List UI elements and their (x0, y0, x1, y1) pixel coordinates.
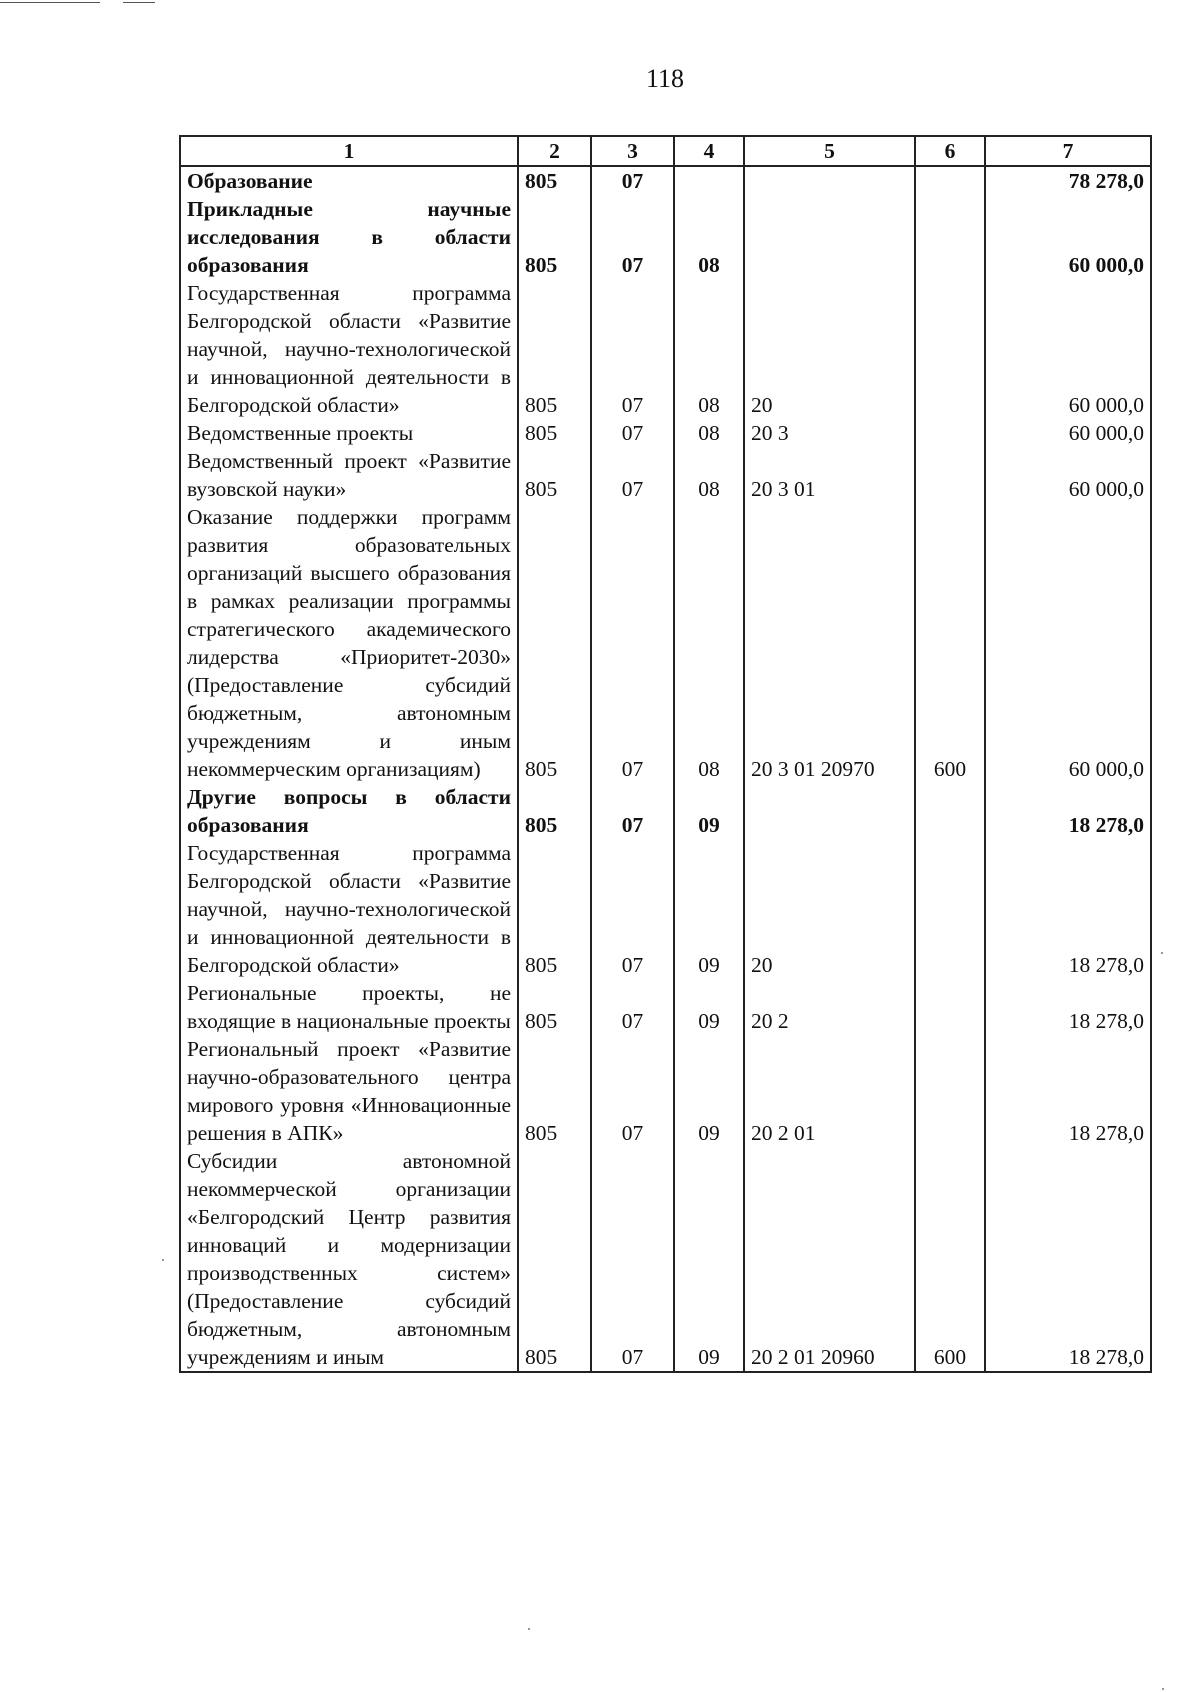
row-ministry-code: 805 (518, 783, 591, 839)
table-row (180, 839, 1151, 979)
row-amount: 78 278,0 (985, 166, 1151, 195)
row-amount: 60 000,0 (985, 279, 1151, 419)
scan-speck (1162, 1688, 1164, 1690)
scan-edge-line (0, 2, 100, 3)
page-number: 118 (645, 64, 685, 93)
row-target-item-code: 20 (744, 279, 915, 419)
row-expense-type-code (915, 195, 985, 279)
row-name-text: Субсидии автономной некоммерческой организации «Белгородский Центр развития инноваций и модернизации производственных систем» (Предоставление субсидий бюджетным, автономным учреждениям и иным (187, 1149, 511, 1369)
column-header: 1 (180, 136, 518, 166)
row-ministry-code: 805 (518, 166, 591, 195)
row-target-item-code: 20 2 01 20960 (744, 1147, 915, 1372)
row-amount: 60 000,0 (985, 447, 1151, 503)
column-header: 6 (915, 136, 985, 166)
column-header: 7 (985, 136, 1151, 166)
column-header: 3 (591, 136, 674, 166)
row-name-cell (180, 279, 518, 419)
row-name-cell (180, 979, 518, 1035)
row-section-code: 07 (591, 279, 674, 419)
table-row (180, 1035, 1151, 1147)
row-section-code: 07 (591, 447, 674, 503)
row-name-cell (180, 195, 518, 279)
table-row (180, 279, 1151, 419)
scan-edge-line (123, 2, 155, 3)
row-section-code: 07 (591, 979, 674, 1035)
row-name-cell (180, 503, 518, 783)
row-amount: 18 278,0 (985, 839, 1151, 979)
row-target-item-code: 20 3 01 20970 (744, 503, 915, 783)
row-subsection-code: 09 (674, 839, 744, 979)
row-amount: 18 278,0 (985, 979, 1151, 1035)
column-header: 4 (674, 136, 744, 166)
row-ministry-code: 805 (518, 279, 591, 419)
row-section-code: 07 (591, 166, 674, 195)
row-name-text: Другие вопросы в области образования (187, 785, 511, 837)
row-section-code: 07 (591, 419, 674, 447)
scan-speck (162, 1259, 164, 1261)
row-subsection-code: 08 (674, 447, 744, 503)
row-name-cell (180, 166, 518, 195)
table-row (180, 1147, 1151, 1372)
table-row (180, 447, 1151, 503)
row-subsection-code: 08 (674, 503, 744, 783)
row-target-item-code: 20 (744, 839, 915, 979)
row-name-text: Ведомственный проект «Развитие вузовской науки» (187, 449, 511, 501)
row-name-text: Государственная программа Белгородской области «Развитие научной, научно-технологической и инновационной деятельности в Белгородской области» (187, 281, 511, 417)
row-subsection-code: 09 (674, 1035, 744, 1147)
row-expense-type-code: 600 (915, 1147, 985, 1372)
row-ministry-code: 805 (518, 419, 591, 447)
row-section-code: 07 (591, 839, 674, 979)
row-subsection-code: 08 (674, 419, 744, 447)
scan-speck (528, 1628, 530, 1630)
row-subsection-code: 08 (674, 279, 744, 419)
row-amount: 60 000,0 (985, 195, 1151, 279)
row-expense-type-code (915, 979, 985, 1035)
row-amount: 18 278,0 (985, 1147, 1151, 1372)
row-name-cell (180, 447, 518, 503)
row-ministry-code: 805 (518, 503, 591, 783)
scan-speck (1161, 952, 1163, 954)
row-subsection-code: 09 (674, 979, 744, 1035)
row-name-cell (180, 1147, 518, 1372)
row-expense-type-code (915, 279, 985, 419)
row-name-text: Прикладные научные исследования в области образования (187, 197, 511, 277)
table-row (180, 166, 1151, 195)
row-ministry-code: 805 (518, 979, 591, 1035)
row-section-code: 07 (591, 783, 674, 839)
row-target-item-code: 20 2 01 (744, 1035, 915, 1147)
row-target-item-code (744, 166, 915, 195)
row-expense-type-code: 600 (915, 503, 985, 783)
row-amount: 18 278,0 (985, 1035, 1151, 1147)
row-name-cell (180, 1035, 518, 1147)
row-expense-type-code (915, 783, 985, 839)
row-name-text: Оказание поддержки программ развития образовательных организаций высшего образования в рамках реализации программы стратегического академического лидерства «Приоритет-2030» (Предоставление субсидий бюджетным, автономным учреждениям и иным некоммерческим организациям) (187, 505, 511, 781)
row-amount: 60 000,0 (985, 419, 1151, 447)
row-ministry-code: 805 (518, 195, 591, 279)
row-expense-type-code (915, 447, 985, 503)
row-name-text: Образование (187, 169, 313, 193)
row-name-cell (180, 419, 518, 447)
row-subsection-code: 08 (674, 195, 744, 279)
budget-table (179, 135, 1152, 1373)
row-expense-type-code (915, 419, 985, 447)
row-subsection-code: 09 (674, 783, 744, 839)
row-target-item-code (744, 195, 915, 279)
row-target-item-code: 20 3 (744, 419, 915, 447)
row-name-text: Региональные проекты, не входящие в национальные проекты (187, 981, 511, 1033)
row-expense-type-code (915, 166, 985, 195)
table-row (180, 503, 1151, 783)
column-header: 5 (744, 136, 915, 166)
row-name-cell (180, 783, 518, 839)
row-ministry-code: 805 (518, 1147, 591, 1372)
table-row (180, 783, 1151, 839)
row-amount: 18 278,0 (985, 783, 1151, 839)
table-row (180, 419, 1151, 447)
table-row (180, 195, 1151, 279)
row-name-text: Региональный проект «Развитие научно-образовательного центра мирового уровня «Инновационные решения в АПК» (187, 1037, 511, 1145)
row-subsection-code (674, 166, 744, 195)
row-target-item-code (744, 783, 915, 839)
column-header: 2 (518, 136, 591, 166)
row-section-code: 07 (591, 503, 674, 783)
row-name-text: Государственная программа Белгородской области «Развитие научной, научно-технологической и инновационной деятельности в Белгородской области» (187, 841, 511, 977)
row-name-text: Ведомственные проекты (187, 421, 414, 445)
row-ministry-code: 805 (518, 447, 591, 503)
row-expense-type-code (915, 839, 985, 979)
row-subsection-code: 09 (674, 1147, 744, 1372)
row-ministry-code: 805 (518, 839, 591, 979)
row-name-cell (180, 839, 518, 979)
row-expense-type-code (915, 1035, 985, 1147)
row-section-code: 07 (591, 195, 674, 279)
table-row (180, 979, 1151, 1035)
row-ministry-code: 805 (518, 1035, 591, 1147)
row-target-item-code: 20 3 01 (744, 447, 915, 503)
row-target-item-code: 20 2 (744, 979, 915, 1035)
row-section-code: 07 (591, 1147, 674, 1372)
row-amount: 60 000,0 (985, 503, 1151, 783)
row-section-code: 07 (591, 1035, 674, 1147)
table-header-row (180, 136, 1151, 166)
